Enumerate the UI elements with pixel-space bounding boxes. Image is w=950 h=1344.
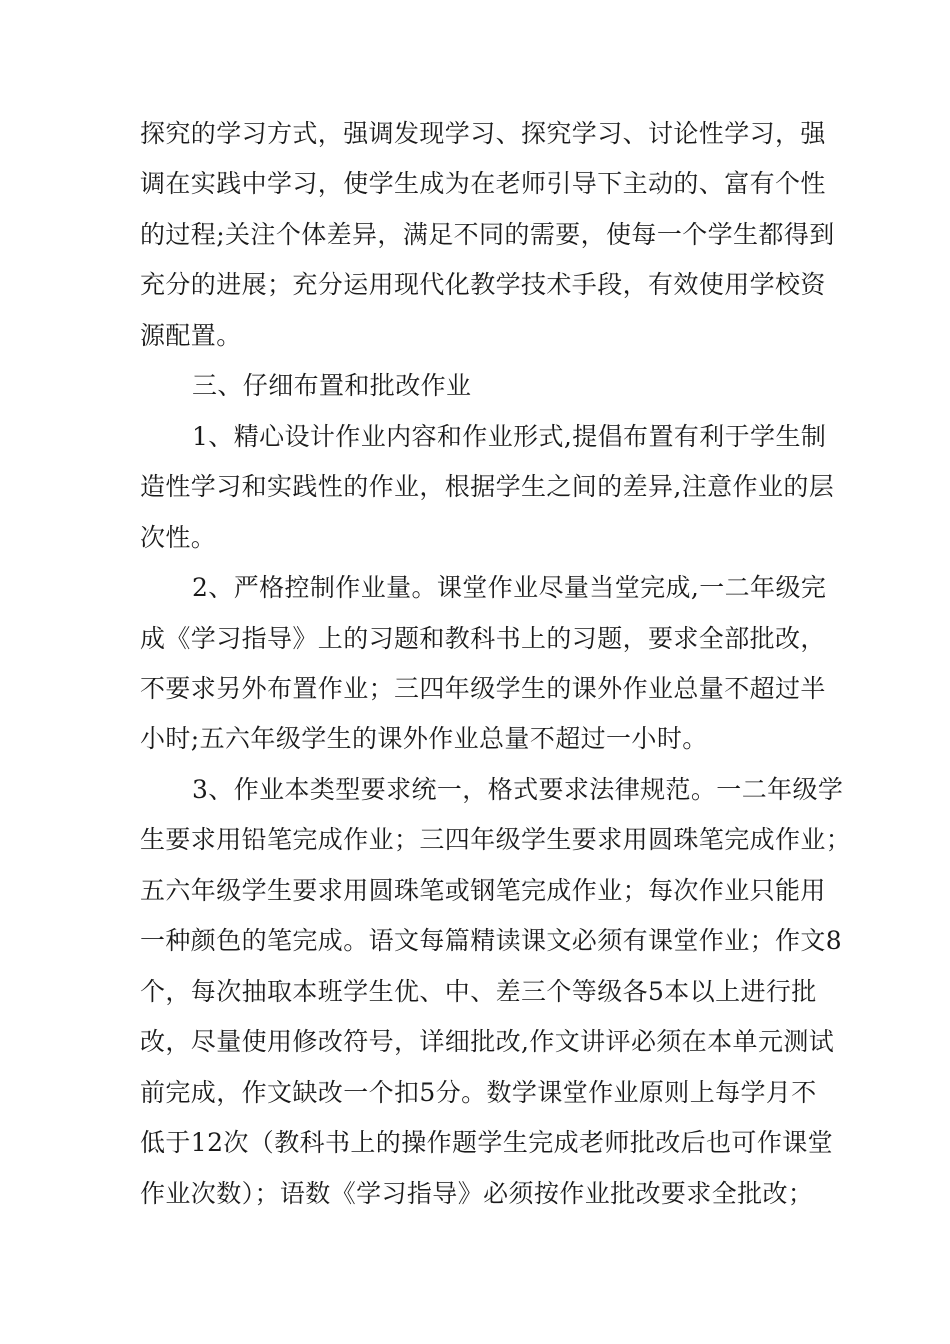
body-text-line: 调在实践中学习，使学生成为在老师引导下主动的、富有个性 [140,169,826,198]
body-text-line: 低于12次（教科书上的操作题学生完成老师批改后也可作课堂 [140,1128,834,1157]
body-text-line: 充分的进展；充分运用现代化教学技术手段，有效使用学校资 [140,270,826,299]
body-text-line: 五六年级学生要求用圆珠笔或钢笔完成作业；每次作业只能用 [140,876,826,905]
body-text-line: 作业次数）；语数《学习指导》必须按作业批改要求全批改； [140,1179,814,1208]
body-text-line: 2、严格控制作业量。课堂作业尽量当堂完成,一二年级完 [192,573,827,602]
body-text-line: 3、作业本类型要求统一，格式要求法律规范。一二年级学 [192,775,844,804]
body-text-line: 一种颜色的笔完成。语文每篇精读课文必须有课堂作业；作文8 [140,926,843,955]
body-text-line: 个，每次抽取本班学生优、中、差三个等级各5本以上进行批 [140,977,817,1006]
body-text-line: 改，尽量使用修改符号，详细批改,作文讲评必须在本单元测试 [140,1027,835,1056]
body-text-line: 1、精心设计作业内容和作业形式,提倡布置有利于学生制 [192,422,827,451]
body-text-line: 前完成，作文缺改一个扣5分。数学课堂作业原则上每学月不 [140,1078,817,1107]
body-text-line: 造性学习和实践性的作业，根据学生之间的差异,注意作业的层 [140,472,835,501]
section-heading: 三、仔细布置和批改作业 [192,371,472,400]
body-text-line: 成《学习指导》上的习题和教科书上的习题，要求全部批改， [140,624,826,653]
body-text-line: 生要求用铅笔完成作业；三四年级学生要求用圆珠笔完成作业； [140,825,852,854]
body-text-line: 次性。 [140,523,217,552]
body-text-line: 的过程;关注个体差异，满足不同的需要，使每一个学生都得到 [140,220,835,249]
body-text-line: 源配置。 [140,321,242,350]
body-text-line: 不要求另外布置作业；三四年级学生的课外作业总量不超过半 [140,674,826,703]
body-text-line: 探究的学习方式，强调发现学习、探究学习、讨论性学习，强 [140,119,826,148]
body-text-line: 小时;五六年级学生的课外作业总量不超过一小时。 [140,724,708,753]
